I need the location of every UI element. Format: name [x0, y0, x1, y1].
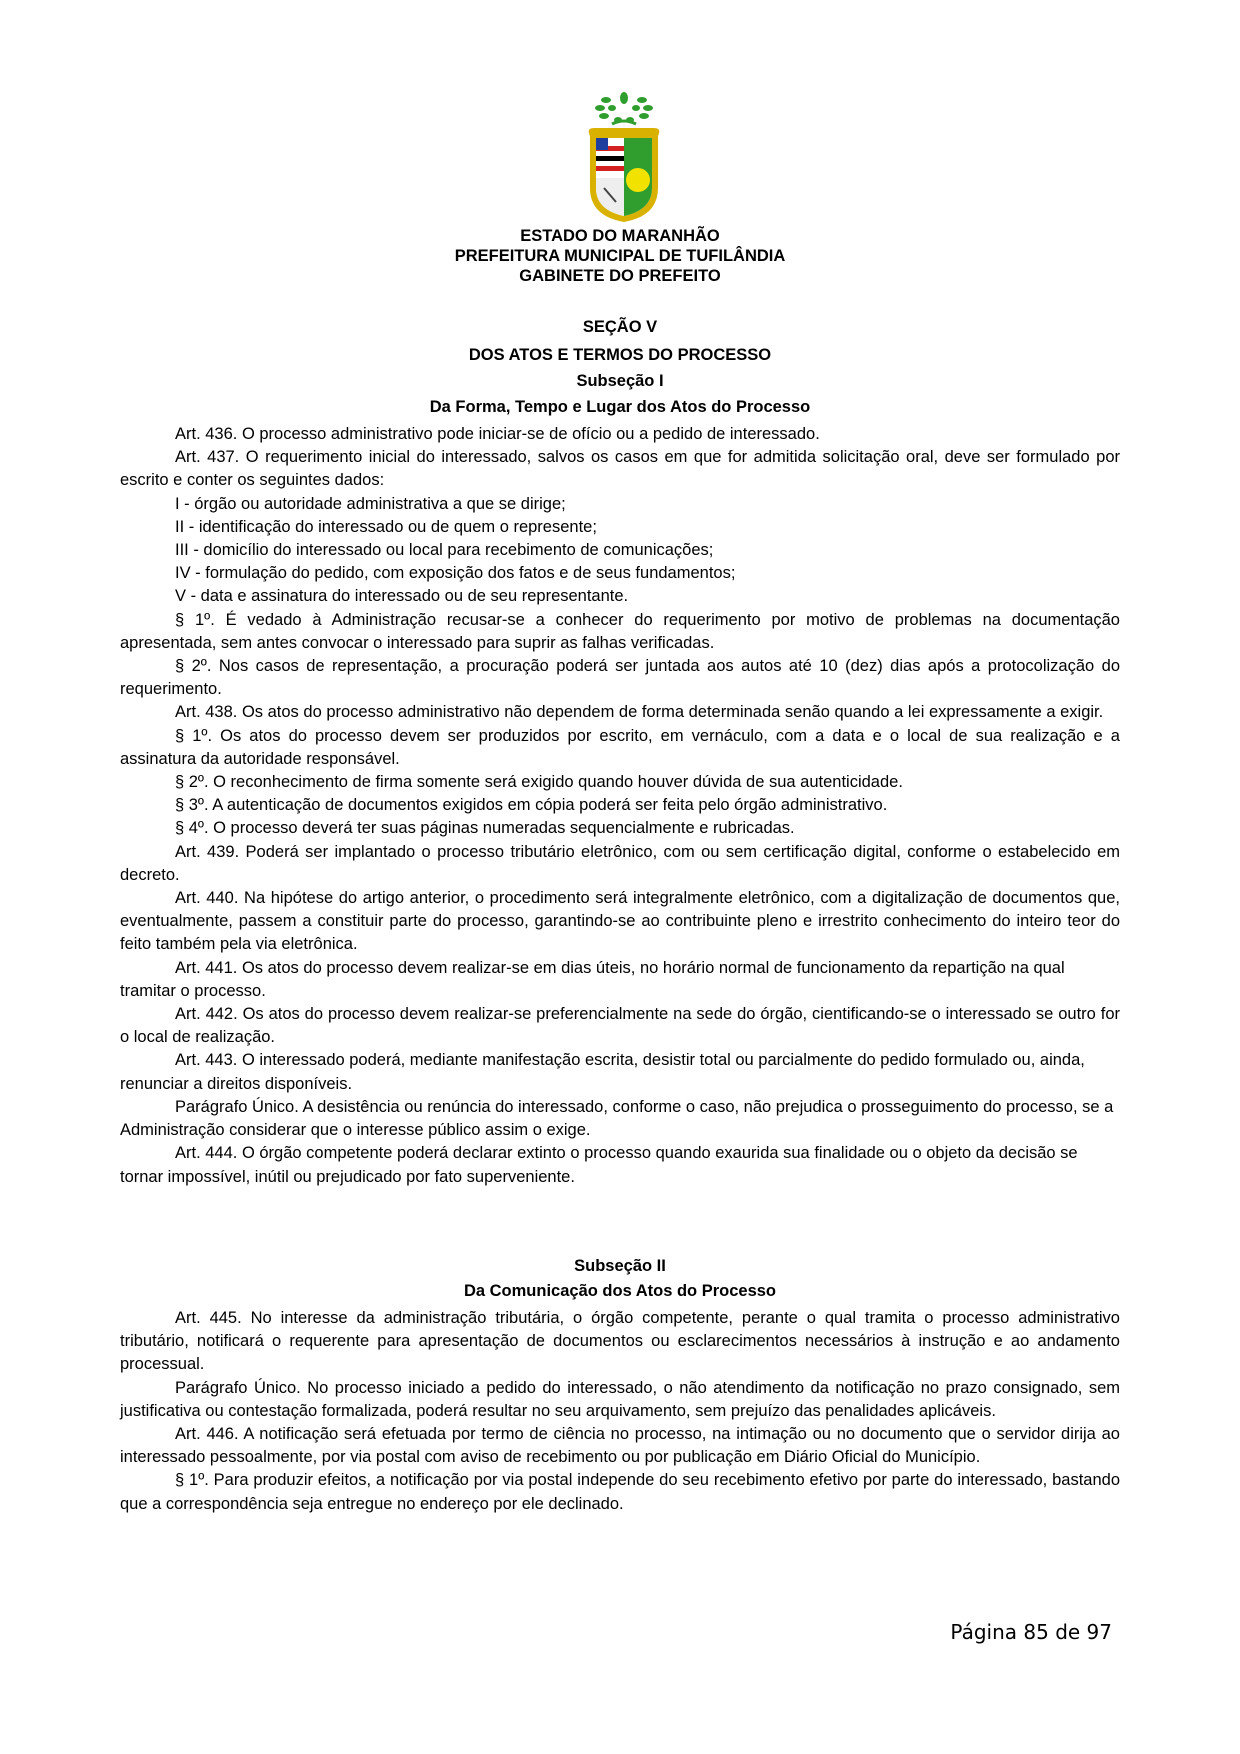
subsection1-title: Subseção I [576, 372, 664, 390]
header-cabinet: GABINETE DO PREFEITO [519, 267, 721, 285]
paragraph: Parágrafo Único. No processo iniciado a pedido do interessado, o não atendimento da notificação no prazo consignado, sem justificativa ou contestação formalizada, poderá resultar no seu arquivamento, sem prejuízo das penalidades aplicáveis. [120, 1378, 1120, 1420]
header-state: ESTADO DO MARANHÃO [520, 227, 720, 245]
paragraph: Art. 442. Os atos do processo devem realizar-se preferencialmente na sede do órgão, cientificando-se o interessado se outro for o local de realização. [120, 1005, 1120, 1047]
coat-of-arms-emblem [582, 88, 666, 226]
subsection2-title: Subseção II [574, 1257, 666, 1275]
paragraph: § 1º. Os atos do processo devem ser produzidos por escrito, em vernáculo, com a data e o local de sua realização e a assinatura da autoridade responsável. [120, 726, 1120, 768]
section-subtitle: DOS ATOS E TERMOS DO PROCESSO [468, 346, 772, 364]
page-number: Página 85 de 97 [950, 1620, 1112, 1644]
paragraph: Art. 441. Os atos do processo devem realizar-se em dias úteis, no horário normal de funcionamento da repartição na qual tramitar o processo. [120, 958, 1065, 1000]
subsection2-body [120, 1307, 1120, 1516]
paragraph: Art. 443. O interessado poderá, mediante manifestação escrita, desistir total ou parcialmente do pedido formulado ou, ainda, renunciar a direitos disponíveis. [120, 1051, 1085, 1093]
paragraph: II - identificação do interessado ou de quem o represente; [175, 517, 597, 536]
paragraph: III - domicílio do interessado ou local para recebimento de comunicações; [175, 541, 714, 560]
subsection1-subtitle: Da Forma, Tempo e Lugar dos Atos do Processo [429, 398, 811, 416]
paragraph: V - data e assinatura do interessado ou de seu representante. [175, 587, 629, 606]
paragraph: Art. 445. No interesse da administração tributária, o órgão competente, perante o qual tramita o processo administrativo tributário, notificará o requerente para apresentação de documentos ou esclarecimentos necessários à instrução e ao andamento processual. [120, 1309, 1120, 1374]
section-title: SEÇÃO V [582, 318, 658, 336]
paragraph: Parágrafo Único. A desistência ou renúncia do interessado, conforme o caso, não prejudica o prosseguimento do processo, se a Administração considerar que o interesse público assim o exige. [120, 1097, 1114, 1140]
paragraph: § 3º. A autenticação de documentos exigidos em cópia poderá ser feita pelo órgão administrativo. [175, 796, 888, 815]
document-header [0, 226, 1240, 286]
header-prefecture: PREFEITURA MUNICIPAL DE TUFILÂNDIA [454, 247, 786, 265]
paragraph: Art. 444. O órgão competente poderá declarar extinto o processo quando exaurida sua finalidade ou o objeto da decisão se tornar impossível, inútil ou prejudicado por fato superveniente. [120, 1144, 1078, 1186]
paragraph: Art. 437. O requerimento inicial do interessado, salvos os casos em que for admitida solicitação oral, deve ser formulado por escrito e conter os seguintes dados: [120, 448, 1120, 490]
paragraph: Art. 440. Na hipótese do artigo anterior, o procedimento será integralmente eletrônico, com a digitalização de documentos que, eventualmente, passem a constituir parte do processo, garantindo-se ao contribuinte pleno e irrestrito conhecimento do inteiro teor do feito também pela via eletrônica. [120, 889, 1120, 954]
paragraph: Art. 436. O processo administrativo pode iniciar-se de ofício ou a pedido de interessado. [175, 425, 820, 443]
subsection1-body [120, 423, 1120, 1189]
paragraph: Art. 438. Os atos do processo administrativo não dependem de forma determinada senão quando a lei expressamente a exigir. [175, 703, 1104, 722]
paragraph: Art. 446. A notificação será efetuada por termo de ciência no processo, na intimação ou no documento que o servidor dirija ao interessado pessoalmente, por via postal com aviso de recebimento ou por publicação em Diário Oficial do Município. [120, 1425, 1120, 1467]
subsection2-subtitle: Da Comunicação dos Atos do Processo [463, 1282, 777, 1300]
paragraph: IV - formulação do pedido, com exposição dos fatos e de seus fundamentos; [175, 564, 736, 583]
paragraph: Art. 439. Poderá ser implantado o processo tributário eletrônico, com ou sem certificação digital, conforme o estabelecido em decreto. [120, 842, 1120, 884]
paragraph: § 2º. Nos casos de representação, a procuração poderá ser juntada aos autos até 10 (dez) dias após a protocolização do requerimento. [120, 657, 1120, 699]
paragraph: § 1º. É vedado à Administração recusar-se a conhecer do requerimento por motivo de problemas na documentação apresentada, sem antes convocar o interessado para suprir as falhas verificadas. [120, 610, 1120, 652]
paragraph: § 4º. O processo deverá ter suas páginas numeradas sequencialmente e rubricadas. [175, 819, 795, 838]
paragraph: § 1º. Para produzir efeitos, a notificação por via postal independe do seu recebimento efetivo por parte do interessado, bastando que a correspondência seja entregue no endereço por ele declinado. [120, 1471, 1120, 1513]
paragraph: § 2º. O reconhecimento de firma somente será exigido quando houver dúvida de sua autenticidade. [175, 773, 903, 792]
paragraph: I - órgão ou autoridade administrativa a que se dirige; [175, 494, 566, 513]
